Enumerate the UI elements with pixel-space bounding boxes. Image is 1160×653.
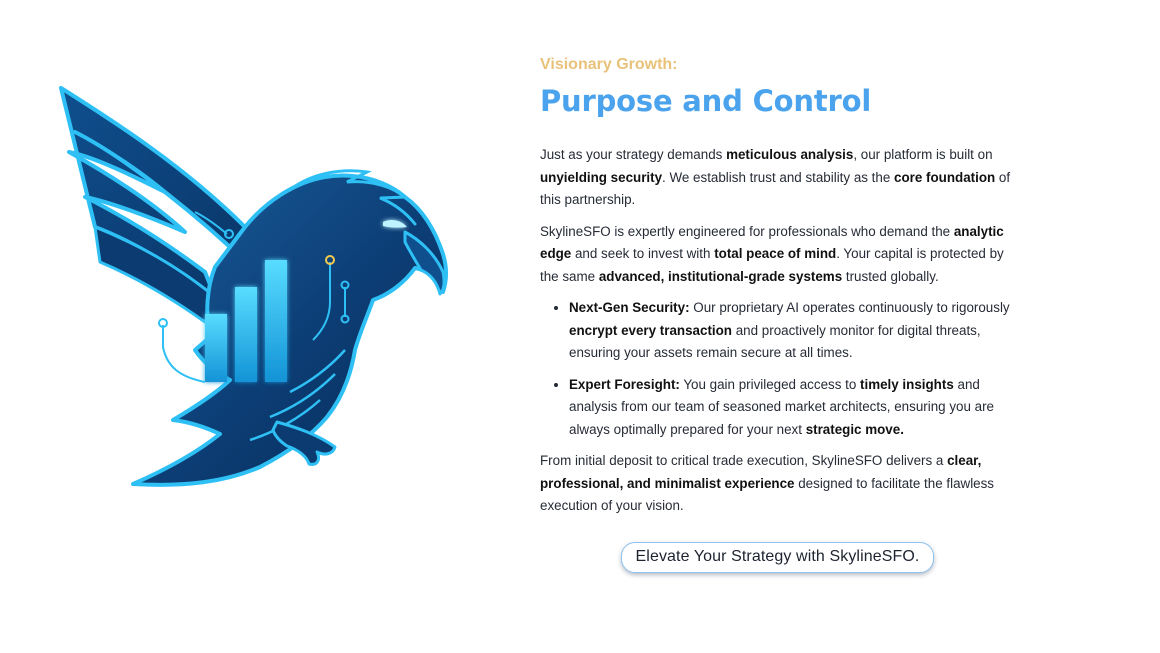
cta-wrapper bbox=[540, 542, 1015, 573]
body-text: . We establish trust and stability as the bbox=[662, 169, 895, 185]
page-title: Purpose and Control bbox=[540, 84, 872, 118]
intro-paragraph-1 bbox=[540, 144, 1015, 212]
emphasis-text: total peace of mind bbox=[714, 246, 837, 261]
body-text: of this partnership. bbox=[540, 169, 1011, 207]
intro-paragraph-2 bbox=[540, 221, 1015, 289]
eagle-chart-logo-icon bbox=[55, 82, 455, 492]
content-column bbox=[540, 56, 1015, 573]
emphasis-text: clear, professional, and minimalist experience bbox=[540, 453, 982, 491]
emphasis-text: Expert Foresight: bbox=[569, 376, 680, 392]
section-eyebrow: Visionary Growth: bbox=[540, 56, 678, 73]
body-text: designed to facilitate the flawless execution of your vision. bbox=[540, 475, 995, 513]
emphasis-text: encrypt every transaction bbox=[569, 322, 732, 338]
body-text: Just as your strategy demands bbox=[540, 147, 727, 162]
emphasis-text: timely insights bbox=[860, 376, 954, 392]
emphasis-text: unyielding security bbox=[540, 169, 663, 185]
body-text: , our platform is built on bbox=[853, 147, 993, 162]
emphasis-text: analytic edge bbox=[540, 223, 1004, 261]
emphasis-text: Next-Gen Security: bbox=[569, 300, 690, 315]
feature-list bbox=[540, 297, 1015, 441]
body-text: Our proprietary AI operates continuously to rigorously bbox=[689, 300, 1010, 315]
emphasis-text: strategic move. bbox=[805, 421, 904, 437]
body-text: From initial deposit to critical trade execution, SkylineSFO delivers a bbox=[540, 453, 948, 468]
body-text: You gain privileged access to bbox=[679, 376, 861, 392]
body-text: SkylineSFO is expertly engineered for professionals who demand the bbox=[540, 223, 954, 239]
body-text: and analysis from our team of seasoned market architects, ensuring you are always optimally prepared for your next bbox=[569, 376, 994, 437]
feature-item-security bbox=[569, 297, 1015, 365]
body-text: and seek to invest with bbox=[571, 246, 715, 261]
emphasis-text: advanced, institutional-grade systems bbox=[598, 268, 843, 284]
feature-item-foresight bbox=[569, 374, 1015, 442]
emphasis-text: meticulous analysis bbox=[726, 147, 854, 162]
body-text: trusted globally. bbox=[842, 268, 939, 284]
body-text: . Your capital is protected by the same bbox=[540, 246, 1004, 284]
elevate-strategy-button[interactable]: Elevate Your Strategy with SkylineSFO. bbox=[621, 542, 935, 573]
body-text: and proactively monitor for digital threats, ensuring your assets remain secure at all times. bbox=[569, 322, 981, 360]
emphasis-text: core foundation bbox=[894, 169, 996, 185]
closing-paragraph bbox=[540, 450, 1015, 518]
